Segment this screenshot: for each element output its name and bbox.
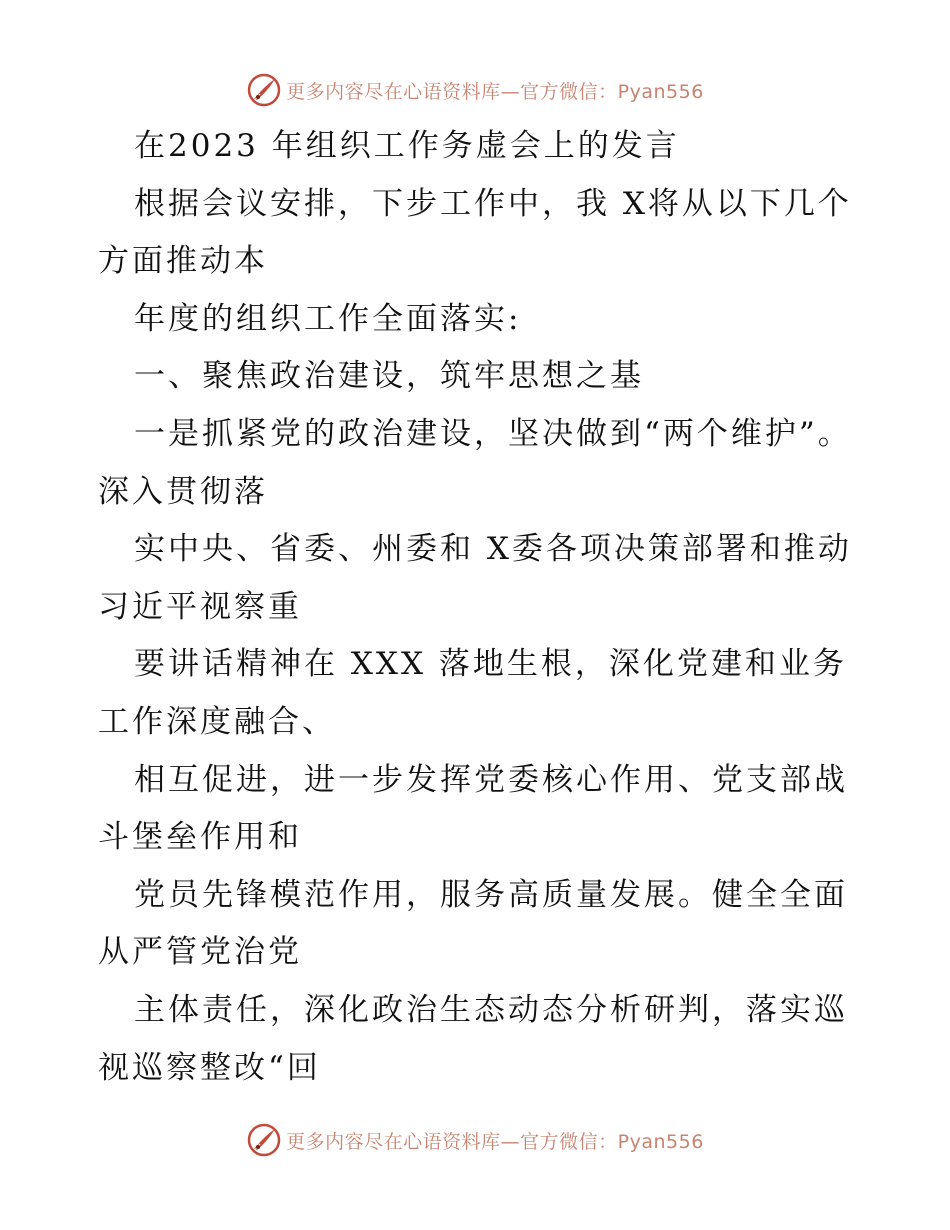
- paragraph: 根据会议安排，下步工作中，我 X将从以下几个方面推动本: [98, 185, 852, 280]
- paragraph: 一是抓紧党的政治建设，坚决做到“两个维护”。深入贯彻落: [98, 415, 852, 510]
- paragraph: 主体责任，深化政治生态动态分析研判，落实巡视巡察整改“回: [98, 991, 848, 1086]
- footer-watermark: [0, 1120, 950, 1160]
- watermark-text: 更多内容尽在心语资料库—官方微信：Pyan556: [286, 1130, 704, 1153]
- document-title: 在2023 年组织工作务虚会上的发言: [134, 128, 680, 164]
- section-heading: 一、聚焦政治建设，筑牢思想之基: [134, 358, 644, 395]
- paragraph: 党员先锋模范作用，服务高质量发展。健全全面从严管党治党: [98, 876, 848, 971]
- header-watermark: [0, 70, 950, 110]
- paragraph: 要讲话精神在 XXX 落地生根，深化党建和业务工作深度融合、: [98, 646, 847, 740]
- paragraph: 相互促进，进一步发挥党委核心作用、党支部战斗堡垒作用和: [98, 761, 848, 856]
- document-body: [98, 118, 858, 1097]
- quill-pen-logo-icon: [246, 1122, 282, 1158]
- watermark-text: 更多内容尽在心语资料库—官方微信：Pyan556: [286, 80, 704, 103]
- paragraph: 实中央、省委、州委和 X委各项决策部署和推动习近平视察重: [98, 531, 852, 625]
- paragraph: 年度的组织工作全面落实:: [134, 300, 522, 337]
- quill-pen-logo-icon: [246, 72, 282, 108]
